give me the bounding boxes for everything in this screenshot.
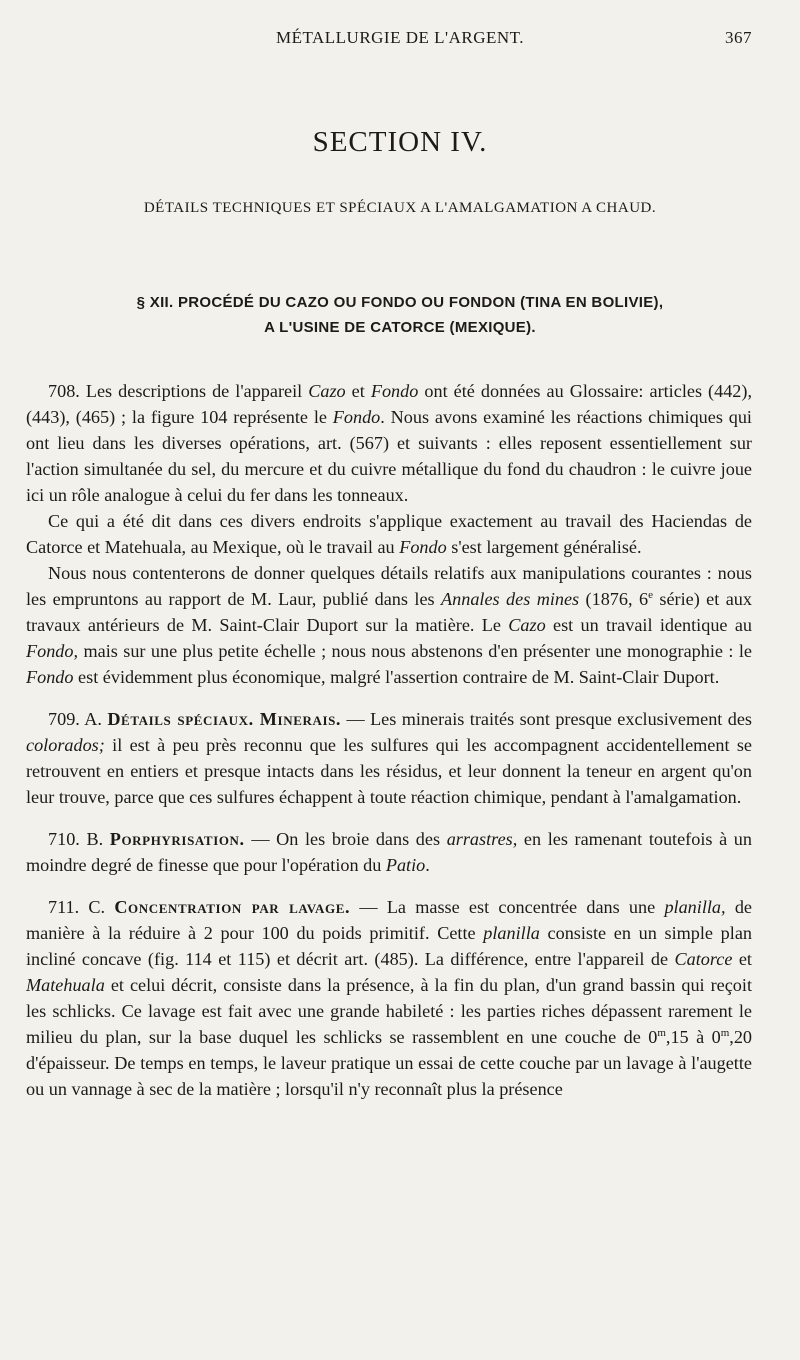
- paragraph-710-heading: Porphyrisation.: [109, 829, 245, 849]
- paragraph-711-heading: Concentration par lavage.: [114, 897, 351, 917]
- body-text: [26, 378, 752, 1102]
- paragraph-710: 710. B. Porphyrisation. — On les broie dans des arrastres, en les ramenant toutefois à un moindre degré de finesse que pour l'opération du Patio.: [26, 829, 752, 875]
- paragraph-709: 709. A. Détails spéciaux. Minerais. — Les minerais traités sont presque exclusivement des colorados; il est à peu près reconnu que les sulfures qui les accompagnent accidentellement se retrouvent en entiers et presque intacts dans les résidus, et leur donnent la teneur en argent qu'on leur trouve, parce que ces sulfures échappent à toute réaction chimique, pendant à l'amalgamation.: [26, 709, 752, 807]
- paragraph-laur: Nous nous contenterons de donner quelques détails relatifs aux manipulations courantes : nous les empruntons au rapport de M. Laur, publié dans les Annales des mines (1876, 6e série) et aux travaux antérieurs de M. Saint-Clair Duport sur la matière. Le Cazo est un travail identique au Fondo, mais sur une plus petite échelle ; nous nous abstenons d'en présenter une monographie : le Fondo est évidemment plus économique, malgré l'assertion contraire de M. Saint-Clair Duport.: [26, 563, 752, 687]
- section-subtitle: DÉTAILS TECHNIQUES ET SPÉCIAUX A L'AMALGAMATION A CHAUD.: [143, 200, 657, 216]
- page-number: 367: [725, 28, 752, 47]
- paragraph-708: 708. Les descriptions de l'appareil Cazo et Fondo ont été données au Glossaire: articles (442), (443), (465) ; la figure 104 représente le Fondo. Nous avons examiné les réactions chimiques qui ont lieu dans les diverses opérations, art. (567) et suivants : elles reposent essentiellement sur l'action simultanée du sel, du mercure et du cuivre métallique du fond du chaudron : le cuivre joue ici un rôle analogue à celui du fer dans les tonneaux.: [26, 381, 752, 505]
- paragraph-709-heading: Détails spéciaux. Minerais.: [107, 709, 342, 729]
- subsection-title-line-2: A L'USINE DE CATORCE (MEXIQUE).: [264, 319, 536, 336]
- section-title: SECTION IV.: [312, 126, 488, 158]
- subsection-title-line-1: § XII. PROCÉDÉ DU CAZO OU FONDO OU FONDON (TINA EN BOLIVIE),: [136, 294, 664, 311]
- running-title: MÉTALLURGIE DE L'ARGENT.: [275, 28, 525, 47]
- paragraph-catorce: Ce qui a été dit dans ces divers endroits s'applique exactement au travail des Haciendas de Catorce et Matehuala, au Mexique, où le travail au Fondo s'est largement généralisé.: [26, 511, 752, 557]
- running-header: [0, 28, 800, 52]
- paragraph-711: 711. C. Concentration par lavage. — La masse est concentrée dans une planilla, de manière à la réduire à 2 pour 100 du poids primitif. Cette planilla consiste en un simple plan incliné concave (fig. 114 et 115) et décrit art. (485). La différence, entre l'appareil de Catorce et Matehuala et celui décrit, consiste dans la présence, à la fin du plan, d'un grand bassin qui reçoit les schlicks. Ce lavage est fait avec une grande habileté : les parties riches dépassent rarement le milieu du plan, sur la base duquel les schlicks se rassemblent en une couche de 0$^m$,15 à 0$^m$,20 d'épaisseur. De temps en temps, le laveur pratique un essai de cette couche par un lavage à l'augette ou un vannage à sec de la matière ; lorsqu'il n'y reconnaît plus la présence: [26, 897, 752, 1099]
